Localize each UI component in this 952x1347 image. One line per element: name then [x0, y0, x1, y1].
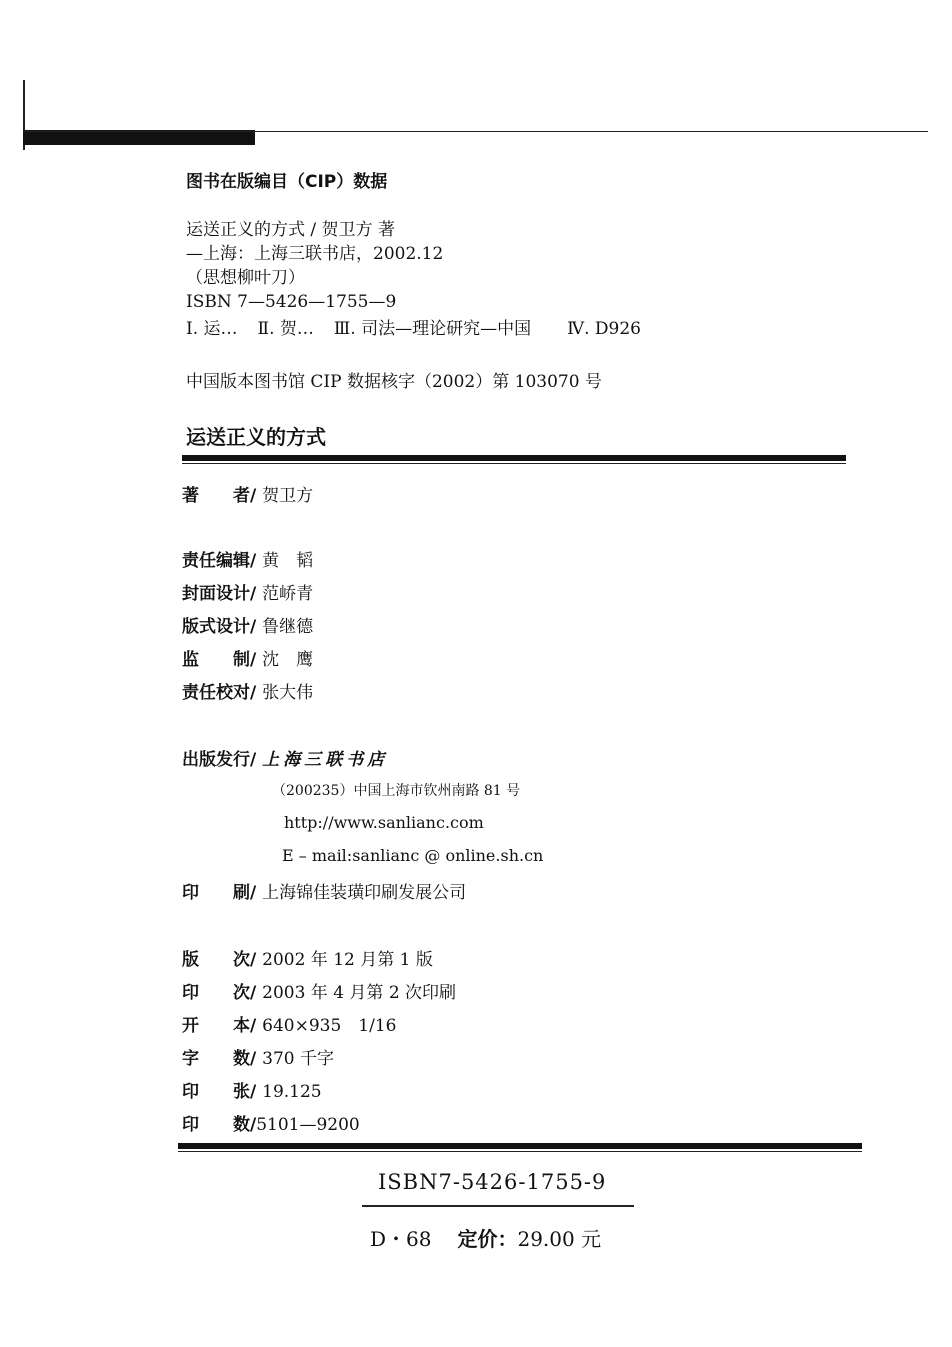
book-title: 运送正义的方式 [186, 425, 326, 449]
cip-line-isbn: ISBN 7—5426—1755—9 [186, 292, 397, 312]
bottom-rule [178, 1143, 862, 1149]
credit-cover-value: 范峤青 [262, 584, 314, 604]
cip-subject-1: Ⅰ. 运… [186, 319, 238, 339]
spec-printing-label: 印 次/ [182, 983, 263, 1003]
credit-supervisor-label: 监 制/ [182, 650, 263, 670]
top-black-bar [23, 130, 255, 145]
spec-word-count-value: 370 千字 [262, 1049, 334, 1069]
spec-edition-value: 2002 年 12 月第 1 版 [262, 950, 433, 970]
price-label: 定价： [457, 1227, 518, 1251]
title-rule-underline [182, 463, 846, 464]
credit-proofreader-label: 责任校对/ [182, 683, 263, 703]
credit-cover-design [182, 579, 313, 604]
credit-supervisor-value: 沈 鹰 [262, 650, 314, 670]
cip-approval-number: 中国版本图书馆 CIP 数据核字（2002）第 103070 号 [186, 372, 602, 392]
credit-author [182, 481, 313, 506]
classification-code: D・68 [370, 1227, 432, 1251]
cip-line-series: （思想柳叶刀） [186, 268, 305, 288]
credit-author-label: 著 者/ [182, 486, 263, 506]
credit-printer-label: 印 刷/ [182, 883, 263, 903]
bottom-rule-underline [178, 1151, 862, 1152]
credit-editor [182, 546, 313, 571]
publisher-logotype: 上海三联书店 [262, 750, 389, 770]
credit-author-value: 贺卫方 [262, 486, 314, 506]
cip-line-title: 运送正义的方式 / 贺卫方 著 [186, 220, 395, 240]
credit-printer-value: 上海锦佳装璜印刷发展公司 [262, 883, 467, 903]
spec-edition-label: 版 次/ [182, 950, 263, 970]
credit-editor-value: 黄 韬 [262, 551, 314, 571]
price-value: 29.00 元 [517, 1227, 602, 1251]
cip-subject-2: Ⅱ. 贺… [257, 319, 314, 339]
credit-editor-label: 责任编辑/ [182, 551, 263, 571]
credit-layout-label: 版式设计/ [182, 617, 263, 637]
spec-sheets-value: 19.125 [262, 1082, 322, 1102]
spec-printing [182, 978, 456, 1003]
publisher-address: （200235）中国上海市钦州南路 81 号 [272, 783, 521, 799]
spec-word-count-label: 字 数/ [182, 1049, 263, 1069]
cip-subject-3: Ⅲ. 司法—理论研究—中国 [333, 319, 532, 339]
spec-sheets-label: 印 张/ [182, 1082, 263, 1102]
spec-format [182, 1011, 396, 1036]
spec-format-value: 640×935 1/16 [262, 1016, 397, 1036]
isbn-underline [362, 1205, 634, 1207]
credit-publisher-label: 出版发行/ [182, 750, 263, 770]
isbn: ISBN7-5426-1755-9 [378, 1170, 607, 1194]
cip-line-subjects [186, 317, 641, 341]
credit-proofreader [182, 678, 313, 703]
spec-print-run-value: 5101—9200 [256, 1115, 360, 1135]
spec-printing-value: 2003 年 4 月第 2 次印刷 [262, 983, 457, 1003]
top-hairline [23, 131, 928, 132]
spec-edition [182, 945, 433, 970]
cip-line-publisher: —上海：上海三联书店，2002.12 [186, 244, 444, 264]
credit-cover-label: 封面设计/ [182, 584, 263, 604]
spec-print-run-label: 印 数/ [182, 1115, 257, 1135]
credit-publisher [182, 745, 388, 770]
credit-layout-design [182, 612, 313, 637]
spec-sheets [182, 1077, 322, 1102]
credit-proofreader-value: 张大伟 [262, 683, 314, 703]
publisher-email: E – mail:sanlianc @ online.sh.cn [282, 846, 544, 865]
credit-printer [182, 878, 466, 903]
spec-format-label: 开 本/ [182, 1016, 263, 1036]
cip-heading: 图书在版编目（CIP）数据 [186, 172, 388, 192]
publisher-website: http://www.sanlianc.com [284, 813, 484, 832]
credit-layout-value: 鲁继德 [262, 617, 314, 637]
cip-subject-4: Ⅳ. D926 [567, 319, 641, 339]
spec-word-count [182, 1044, 334, 1069]
credit-supervisor [182, 645, 313, 670]
spec-print-run [182, 1110, 360, 1135]
price-line [370, 1223, 601, 1252]
title-rule [182, 455, 846, 461]
